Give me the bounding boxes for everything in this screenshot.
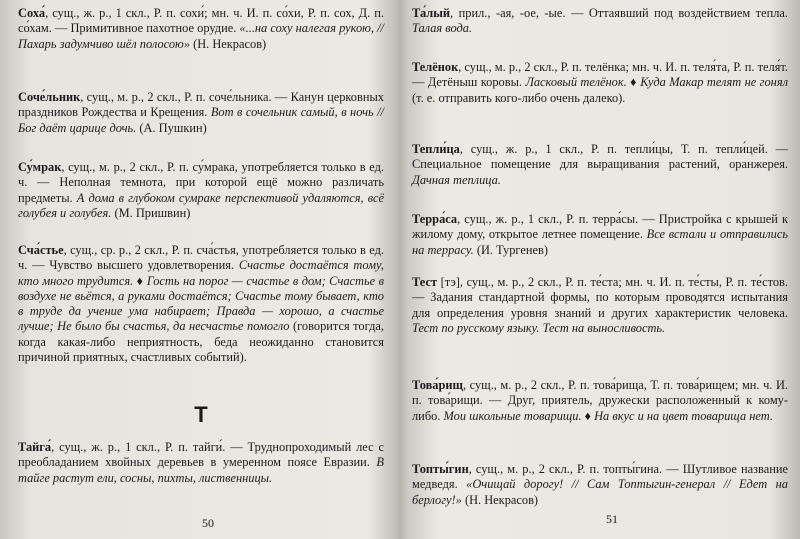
page-number: 50 bbox=[202, 516, 214, 530]
headword: Топты́гин bbox=[412, 462, 469, 476]
example: Мои школьные товарищи. ♦ На вкус и на цвет товарища нет. bbox=[443, 408, 773, 423]
right-page bbox=[412, 0, 788, 539]
definition: , прил., -ая, -ое, -ые. — Оттаявший под воздействием тепла. bbox=[450, 6, 788, 20]
dictionary-entry bbox=[412, 462, 788, 508]
headword: Терра́са bbox=[412, 212, 458, 226]
source: (Н. Некрасов) bbox=[189, 36, 267, 51]
dictionary-entry bbox=[412, 142, 788, 188]
source: (говорится тогда, когда какая-либо неприятность, беда неожиданно становится причиной приятных, счастливых событий). bbox=[18, 319, 384, 365]
definition: , сущ., ж. р., 1 скл., Р. п. сохи́; мн. ч. И. п. со́хи, Р. п. сох, Д. п. со́хам. — Примитивное пахотное орудие. bbox=[18, 6, 384, 36]
dictionary-entry bbox=[412, 378, 788, 424]
source: (М. Пришвин) bbox=[111, 205, 191, 220]
dictionary-entry bbox=[18, 440, 384, 486]
example: «Очищай дорогу! // Сам Топтыгин-генерал // Едет на берлогу!» bbox=[412, 477, 789, 507]
section-letter: Т bbox=[194, 402, 208, 427]
left-page bbox=[18, 0, 384, 539]
headword: Та́лый bbox=[412, 6, 451, 20]
definition: , сущ., м. р., 2 скл., Р. п. су́мрака, употребляется только в ед. ч. — Неполная темнота, при которой ещё можно различать предметы. bbox=[18, 160, 384, 205]
example: Тест по русскому языку. Тест на выносливость. bbox=[412, 320, 666, 335]
definition: , сущ., ср. р., 2 скл., Р. п. сча́стья, употребляется только в ед. ч. — Чувство высшего удовлетворения. bbox=[18, 243, 384, 273]
example: Вот в сочельник самый, в ночь // Бог даёт царице дочь. bbox=[18, 105, 384, 135]
dictionary-entry bbox=[412, 6, 788, 37]
dictionary-entry bbox=[18, 6, 384, 52]
definition: , сущ., м. р., 2 скл., Р. п. това́рища, Т. п. това́рищем; мн. ч. И. п. това́рищи. — Друг, приятель, дружески расположенный к кому-либо. bbox=[412, 378, 788, 423]
headword: Тест bbox=[412, 275, 438, 289]
example: Счастье достаётся тому, кто много трудится. ♦ Гость на порог — счастье в дом; Счастье в воздухе не вьётся, а руками достаётся; Счастье тому бывает, кто в труде да учение ума набирает; Правда — хорошо, а счастье лучше; Не было бы счастья, да несчастье помогло bbox=[18, 258, 384, 334]
example: Все встали и отправились на террасу. bbox=[412, 227, 788, 257]
headword: Телёнок bbox=[412, 60, 459, 74]
source: (Н. Некрасов) bbox=[461, 492, 539, 507]
headword: Соха́ bbox=[18, 6, 46, 20]
example: Ласковый телёнок. ♦ Куда Макар телят не гонял bbox=[525, 75, 788, 90]
definition: , сущ., м. р., 2 скл., Р. п. топты́гина. — Шутливое название медведя. bbox=[412, 462, 788, 492]
headword: Соче́льник bbox=[18, 90, 81, 104]
dictionary-entry bbox=[412, 212, 788, 258]
source: (И. Тургенев) bbox=[473, 242, 548, 257]
dictionary-entry bbox=[18, 243, 384, 365]
definition: , сущ., ж. р., 1 скл., Р. п. терра́сы. — Пристройка с крышей к жилому дому, открытое летнее помещение. bbox=[412, 212, 788, 242]
example: Дачная теплица. bbox=[412, 172, 501, 187]
example: Талая вода. bbox=[412, 21, 473, 36]
headword: Су́мрак bbox=[18, 160, 62, 174]
definition: [тэ], сущ., м. р., 2 скл., Р. п. те́ста; мн. ч. И. п. те́сты, Р. п. те́стов. — Задания стандартной формы, по которым проводятся испытания для определения уровня знаний и других характеристик человека. bbox=[412, 275, 788, 320]
source: (т. е. отправить кого-либо очень далеко). bbox=[412, 90, 626, 105]
page-number: 51 bbox=[606, 512, 618, 526]
dictionary-entry bbox=[18, 90, 384, 136]
dictionary-entry bbox=[18, 160, 384, 221]
headword: Сча́стье bbox=[18, 243, 64, 257]
example: А дома в глубоком сумраке перспективой удаляются, всё голубея и голубея. bbox=[18, 190, 384, 220]
definition: , сущ., м. р., 2 скл., Р. п. телёнка; мн. ч. И. п. теля́та, Р. п. теля́т. — Детёныш коровы. bbox=[412, 60, 788, 90]
dictionary-entry bbox=[412, 60, 788, 106]
dictionary-entry bbox=[412, 275, 788, 336]
definition: , сущ., ж. р., 1 скл., Р. п. тепли́цы, Т. п. тепли́цей. — Специальное помещение для выращивания растений, оранжерея. bbox=[412, 142, 788, 172]
headword: Тайга́ bbox=[18, 440, 52, 454]
definition: , сущ., м. р., 2 скл., Р. п. соче́льника. — Канун церковных праздников Рождества и Крещения. bbox=[18, 90, 384, 120]
headword: Тепли́ца bbox=[412, 142, 460, 156]
example: В тайге растут ели, сосны, пихты, лиственницы. bbox=[18, 455, 384, 485]
definition: , сущ., ж. р., 1 скл., Р. п. тайги́. — Труднопроходимый лес с преобладанием хвойных деревьев в умеренном поясе Евразии. bbox=[18, 440, 384, 470]
headword: Това́рищ bbox=[412, 378, 463, 392]
source: (А. Пушкин) bbox=[136, 120, 207, 135]
example: «...на соху налегая рукою, // Пахарь задумчиво шёл полосою» bbox=[18, 21, 384, 51]
